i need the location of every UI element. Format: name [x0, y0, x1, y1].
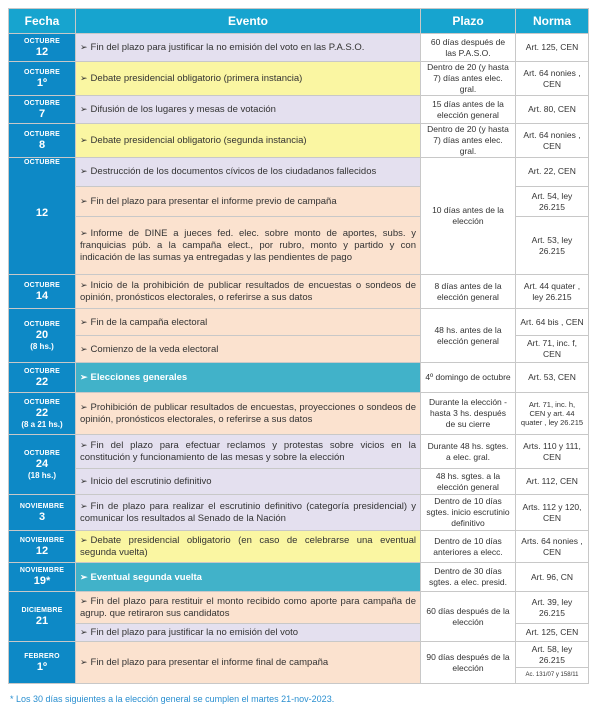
norma-cell: Art. 64 bis , CEN	[516, 309, 589, 336]
arrow-bullet-icon: ➢	[80, 535, 88, 545]
norma-cell: Art. 53, CEN	[516, 363, 589, 393]
month-label: OCTUBRE	[23, 449, 60, 457]
day-label: 1º	[36, 660, 48, 673]
event-cell	[76, 495, 421, 531]
table-row	[9, 363, 589, 393]
event-text: Debate presidencial obligatorio (segunda instancia)	[90, 135, 307, 146]
plazo-cell: Dentro de 10 días anteriores a elecc.	[421, 531, 516, 563]
arrow-bullet-icon: ➢	[80, 228, 88, 239]
norma-cell: Art. 125, CEN	[516, 624, 589, 642]
time-label: (18 hs.)	[27, 470, 56, 480]
table-row	[9, 495, 589, 531]
arrow-bullet-icon: ➢	[80, 657, 88, 667]
plazo-cell: 60 días después de las P.A.S.O.	[421, 34, 516, 62]
plazo-cell: Dentro de 20 (y hasta 7) días antes elec. gral.	[421, 124, 516, 158]
event-text: Fin del plazo para presentar el informe final de campaña	[90, 657, 329, 668]
event-text: Fin de la campaña electoral	[90, 316, 208, 328]
arrow-bullet-icon: ➢	[80, 596, 88, 606]
date-cell	[9, 309, 76, 363]
norma-cell: Arts. 110 y 111, CEN	[516, 435, 589, 469]
table-row	[9, 62, 589, 96]
plazo-cell: 48 hs. antes de la elección general	[421, 309, 516, 363]
arrow-bullet-icon: ➢	[80, 571, 88, 582]
date-cell	[9, 495, 76, 531]
date-cell	[9, 642, 76, 684]
event-cell	[76, 563, 421, 592]
day-label: 3	[38, 510, 46, 523]
time-label: (8 hs.)	[30, 341, 54, 351]
event-text: Fin del plazo para restituir el monto recibido como aporte para campaña de agrup. que retiraron sus candidatos	[80, 596, 416, 619]
date-cell	[9, 363, 76, 393]
arrow-bullet-icon: ➢	[80, 501, 88, 511]
month-label: OCTUBRE	[23, 99, 60, 107]
event-cell	[76, 34, 421, 62]
event-text: Prohibición de publicar resultados de encuestas, proyecciones o sondeos de opinión, pronósticos electorales, o referirse a sus datos	[80, 402, 416, 425]
norma-cell: Art. 54, ley 26.215	[516, 186, 589, 216]
time-label: (8 a 21 hs.)	[21, 419, 63, 429]
date-cell	[9, 158, 76, 275]
event-text: Debate presidencial obligatorio (primera instancia)	[90, 73, 303, 84]
arrow-bullet-icon: ➢	[80, 135, 88, 145]
event-cell	[76, 435, 421, 469]
event-text: Fin del plazo para efectuar reclamos y protestas sobre vicios en la constitución y funcionamiento de las mesas y sobre la elección	[80, 440, 416, 463]
date-cell	[9, 435, 76, 495]
arrow-bullet-icon: ➢	[80, 104, 88, 114]
month-label: OCTUBRE	[23, 159, 60, 166]
header-evento: Evento	[76, 9, 421, 34]
header-row	[9, 9, 589, 34]
day-label: 20	[35, 328, 49, 341]
plazo-cell: Dentro de 20 (y hasta 7) días antes elec. gral.	[421, 62, 516, 96]
date-cell	[9, 563, 76, 592]
table-row	[9, 158, 589, 187]
event-text: Inicio del escrutinio definitivo	[90, 476, 212, 487]
event-cell	[76, 531, 421, 563]
table-row	[9, 96, 589, 124]
norma-cell: Art. 53, ley 26.215	[516, 217, 589, 275]
table-row	[9, 435, 589, 469]
month-label: NOVIEMBRE	[19, 567, 65, 574]
plazo-cell: 4º domingo de octubre	[421, 363, 516, 393]
plazo-cell: Durante la elección - hasta 3 hs. después de su cierre	[421, 393, 516, 435]
table-row	[9, 393, 589, 435]
norma-cell: Art. 64 nonies , CEN	[516, 62, 589, 96]
date-cell	[9, 393, 76, 435]
norma-cell: Art. 125, CEN	[516, 34, 589, 62]
table-row	[9, 531, 589, 563]
month-label: OCTUBRE	[23, 320, 60, 328]
norma-cell: Art. 71, inc. f, CEN	[516, 336, 589, 363]
event-text: Fin de plazo para realizar el escrutinio definitivo (categoría presidencial) y comunicar los resultados al Senado de la Nación	[80, 501, 416, 524]
day-label: 8	[38, 138, 46, 151]
header-fecha: Fecha	[9, 9, 76, 34]
event-cell	[76, 642, 421, 684]
event-text: Elecciones generales	[90, 372, 188, 383]
month-label: OCTUBRE	[23, 37, 60, 45]
day-label: 22	[35, 406, 49, 419]
event-cell	[76, 336, 421, 363]
norma-cell: Art. 96, CN	[516, 563, 589, 592]
day-label: 12	[35, 544, 49, 557]
arrow-bullet-icon: ➢	[80, 280, 88, 290]
event-text: Comienzo de la veda electoral	[90, 343, 219, 355]
event-text: Debate presidencial obligatorio (en caso de celebrarse una eventual segunda vuelta)	[80, 535, 416, 558]
day-label: 19*	[33, 575, 51, 587]
plazo-cell: 10 días antes de la elección	[421, 158, 516, 275]
month-label: NOVIEMBRE	[19, 502, 65, 510]
arrow-bullet-icon: ➢	[80, 476, 88, 486]
arrow-bullet-icon: ➢	[80, 73, 88, 83]
event-cell	[76, 363, 421, 393]
norma-cell: Art. 64 nonies , CEN	[516, 124, 589, 158]
event-text: Informe de DINE a jueces fed. elec. sobre monto de aportes, subs. y franquicias púb. a la campaña elect., por rubro, monto y partido y con indicación de las sumas ya entregadas y las pendientes de pago	[80, 228, 416, 264]
norma-cell: Art. 22, CEN	[516, 158, 589, 187]
month-label: NOVIEMBRE	[19, 536, 65, 544]
plazo-cell: 15 días antes de la elección general	[421, 96, 516, 124]
date-cell	[9, 62, 76, 96]
norma-cell: Art. 80, CEN	[516, 96, 589, 124]
table-row	[9, 34, 589, 62]
header-norma: Norma	[516, 9, 589, 34]
date-cell	[9, 592, 76, 642]
plazo-cell: Durante 48 hs. sgtes. a elec. gral.	[421, 435, 516, 469]
arrow-bullet-icon: ➢	[80, 166, 88, 177]
table-row	[9, 642, 589, 668]
event-cell	[76, 624, 421, 642]
norma-cell: Art. 71, inc. h, CEN y art. 44 quater , ley 26.215	[516, 393, 589, 435]
table-row	[9, 309, 589, 336]
plazo-cell: 90 días después de la elección	[421, 642, 516, 684]
month-label: OCTUBRE	[23, 68, 60, 76]
header-plazo: Plazo	[421, 9, 516, 34]
month-label: OCTUBRE	[23, 130, 60, 138]
electoral-calendar-table	[8, 8, 589, 684]
event-cell	[76, 309, 421, 336]
event-cell	[76, 592, 421, 624]
day-label: 24	[35, 457, 49, 470]
event-cell	[76, 124, 421, 158]
event-text: Eventual segunda vuelta	[90, 571, 202, 583]
day-label: 12	[35, 207, 49, 219]
month-label: OCTUBRE	[23, 367, 60, 375]
event-text: Inicio de la prohibición de publicar resultados de encuestas o sondeos de opinión, pronósticos electorales, o referirse a sus datos	[80, 280, 416, 303]
event-cell	[76, 158, 421, 187]
date-cell	[9, 124, 76, 158]
plazo-cell: 8 días antes de la elección general	[421, 275, 516, 309]
day-label: 12	[35, 45, 49, 58]
event-cell	[76, 217, 421, 275]
arrow-bullet-icon: ➢	[80, 627, 88, 637]
table-row	[9, 124, 589, 158]
event-cell	[76, 62, 421, 96]
table-row	[9, 563, 589, 592]
norma-cell: Ac. 131/07 y 158/11	[516, 668, 589, 684]
event-text: Fin del plazo para presentar el informe previo de campaña	[90, 196, 337, 207]
event-text: Fin del plazo para justificar la no emisión del voto	[90, 627, 299, 638]
norma-cell: Arts. 112 y 120, CEN	[516, 495, 589, 531]
norma-cell: Art. 58, ley 26.215	[516, 642, 589, 668]
arrow-bullet-icon: ➢	[80, 402, 88, 412]
event-text: Destrucción de los documentos cívicos de los ciudadanos fallecidos	[90, 166, 377, 178]
norma-cell: Art. 39, ley 26.215	[516, 592, 589, 624]
arrow-bullet-icon: ➢	[80, 316, 88, 327]
arrow-bullet-icon: ➢	[80, 42, 88, 52]
day-label: 21	[35, 614, 49, 627]
date-cell	[9, 531, 76, 563]
event-text: Difusión de los lugares y mesas de votación	[90, 104, 276, 115]
arrow-bullet-icon: ➢	[80, 343, 88, 354]
day-label: 14	[35, 289, 49, 302]
footnote: * Los 30 días siguientes a la elección general se cumplen el martes 21-nov-2023.	[10, 694, 335, 704]
day-label: 22	[35, 375, 49, 388]
month-label: DICIEMBRE	[21, 606, 63, 614]
arrow-bullet-icon: ➢	[80, 440, 88, 450]
month-label: OCTUBRE	[23, 281, 60, 289]
event-cell	[76, 469, 421, 495]
event-cell	[76, 96, 421, 124]
date-cell	[9, 96, 76, 124]
day-label: 1º	[36, 76, 48, 89]
table-row	[9, 592, 589, 624]
event-text: Fin del plazo para justificar la no emisión del voto en las P.A.S.O.	[90, 42, 365, 53]
arrow-bullet-icon: ➢	[80, 372, 88, 382]
norma-cell: Art. 44 quater , ley 26.215	[516, 275, 589, 309]
date-cell	[9, 275, 76, 309]
date-cell	[9, 34, 76, 62]
month-label: OCTUBRE	[23, 398, 60, 406]
plazo-cell: 60 días después de la elección	[421, 592, 516, 642]
norma-cell: Art. 112, CEN	[516, 469, 589, 495]
day-label: 7	[38, 107, 46, 120]
event-cell	[76, 275, 421, 309]
arrow-bullet-icon: ➢	[80, 196, 88, 206]
event-cell	[76, 393, 421, 435]
plazo-cell: 48 hs. sgtes. a la elección general	[421, 469, 516, 495]
norma-cell: Arts. 64 nonies , CEN	[516, 531, 589, 563]
plazo-cell: Dentro de 30 días sgtes. a elec. presid.	[421, 563, 516, 592]
plazo-cell: Dentro de 10 días sgtes. inicio escrutinio definitivo	[421, 495, 516, 531]
month-label: FEBRERO	[24, 652, 60, 660]
event-cell	[76, 186, 421, 216]
table-row	[9, 469, 589, 495]
table-row	[9, 275, 589, 309]
